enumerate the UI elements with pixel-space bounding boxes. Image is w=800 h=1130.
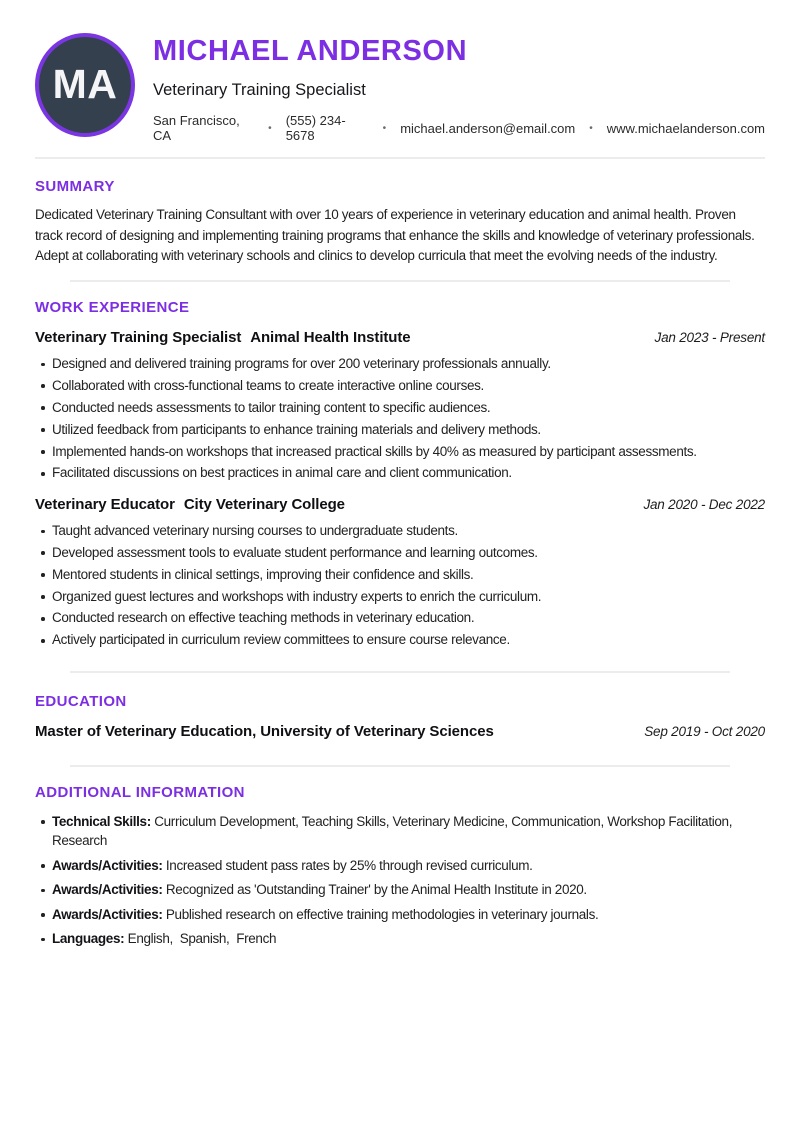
avatar xyxy=(35,33,135,137)
divider xyxy=(70,765,730,767)
divider xyxy=(35,157,765,159)
job-header xyxy=(35,496,765,513)
bullet-item: Conducted needs assessments to tailor training content to specific audiences. xyxy=(35,398,765,419)
section-work-experience xyxy=(35,299,765,651)
item-label: Technical Skills: xyxy=(52,813,151,829)
resume-body xyxy=(0,178,800,948)
name-heading: MICHAEL ANDERSON xyxy=(153,35,468,67)
bullet-item: Developed assessment tools to evaluate student performance and learning outcomes. xyxy=(35,543,765,564)
additional-item xyxy=(35,812,765,851)
additional-heading: ADDITIONAL INFORMATION xyxy=(35,783,245,801)
contact-separator: • xyxy=(268,122,272,134)
divider xyxy=(70,280,730,282)
bullet-item: Mentored students in clinical settings, improving their confidence and skills. xyxy=(35,565,765,586)
job-dates: Jan 2020 - Dec 2022 xyxy=(643,496,765,512)
contact-separator: • xyxy=(382,122,387,134)
bullet-item: Designed and delivered training programs for over 200 veterinary professionals annually. xyxy=(35,354,765,375)
summary-text: Dedicated Veterinary Training Consultant with over 10 years of experience in veterinary education and animal health. Proven track record of designing and implementing training programs that enhance the skills and knowledge of veterinary professionals. Adept at collaborating with veterinary schools and clinics to develop curricula that meet the evolving needs of the industry. xyxy=(35,207,755,264)
bullet-item: Actively participated in curriculum review committees to ensure course relevance. xyxy=(35,630,765,651)
bullet-item: Taught advanced veterinary nursing courses to undergraduate students. xyxy=(35,521,765,542)
contact-bar xyxy=(153,113,765,143)
bullet-item: Conducted research on effective teaching methods in veterinary education. xyxy=(35,608,765,629)
item-label: Languages: xyxy=(52,931,125,947)
item-text: Recognized as 'Outstanding Trainer' by the Animal Health Institute in 2020. xyxy=(162,882,587,898)
job-entry xyxy=(35,496,765,651)
section-additional-information xyxy=(35,784,765,949)
job-bullet-list xyxy=(35,354,765,484)
job-role: Veterinary Educator xyxy=(35,495,175,513)
item-text: Curriculum Development, Teaching Skills, Veterinary Medicine, Communication, Workshop Facilitation, Research xyxy=(52,813,736,849)
section-summary xyxy=(35,178,765,267)
bullet-item: Utilized feedback from participants to enhance training materials and delivery methods. xyxy=(35,420,765,441)
avatar-initials: MA xyxy=(52,60,118,107)
education-degree: Master of Veterinary Education, University of Veterinary Sciences xyxy=(35,722,494,740)
job-title-line xyxy=(35,329,410,346)
job-entry xyxy=(35,329,765,484)
bullet-item: Implemented hands-on workshops that increased practical skills by 40% as measured by participant assessments. xyxy=(35,442,765,463)
contact-separator: • xyxy=(589,122,593,134)
resume-header xyxy=(0,0,800,143)
work-heading: WORK EXPERIENCE xyxy=(35,298,190,316)
section-education xyxy=(35,693,765,740)
item-text: Increased student pass rates by 25% through revised curriculum. xyxy=(162,857,533,873)
education-entry xyxy=(35,723,765,740)
job-company: Animal Health Institute xyxy=(250,328,411,346)
bullet-item: Organized guest lectures and workshops with industry experts to enrich the curriculum. xyxy=(35,587,765,608)
header-info xyxy=(153,33,765,143)
education-heading: EDUCATION xyxy=(35,692,127,710)
additional-item xyxy=(35,929,765,949)
additional-item xyxy=(35,880,765,900)
contact-phone: (555) 234-5678 xyxy=(285,113,346,144)
bullet-item: Collaborated with cross-functional teams to create interactive online courses. xyxy=(35,376,765,397)
bullet-item: Facilitated discussions on best practices in animal care and client communication. xyxy=(35,463,765,484)
additional-item xyxy=(35,905,765,925)
job-header xyxy=(35,329,765,346)
professional-title: Veterinary Training Specialist xyxy=(153,81,366,100)
item-text: English, Spanish, French xyxy=(124,931,277,947)
job-dates: Jan 2023 - Present xyxy=(654,329,765,345)
additional-item xyxy=(35,856,765,876)
contact-location: San Francisco, CA xyxy=(153,113,240,144)
summary-heading: SUMMARY xyxy=(35,178,115,196)
education-dates: Sep 2019 - Oct 2020 xyxy=(644,723,765,739)
job-role: Veterinary Training Specialist xyxy=(35,328,242,346)
contact-website: www.michaelanderson.com xyxy=(606,120,765,136)
contact-email: michael.anderson@email.com xyxy=(400,120,576,136)
item-text: Published research on effective training methodologies in veterinary journals. xyxy=(162,906,599,922)
job-title-line xyxy=(35,496,345,513)
divider xyxy=(70,671,730,673)
additional-list xyxy=(35,812,765,949)
item-label: Awards/Activities: xyxy=(52,906,163,922)
item-label: Awards/Activities: xyxy=(52,882,163,898)
job-company: City Veterinary College xyxy=(183,495,345,513)
item-label: Awards/Activities: xyxy=(52,857,163,873)
job-bullet-list xyxy=(35,521,765,651)
